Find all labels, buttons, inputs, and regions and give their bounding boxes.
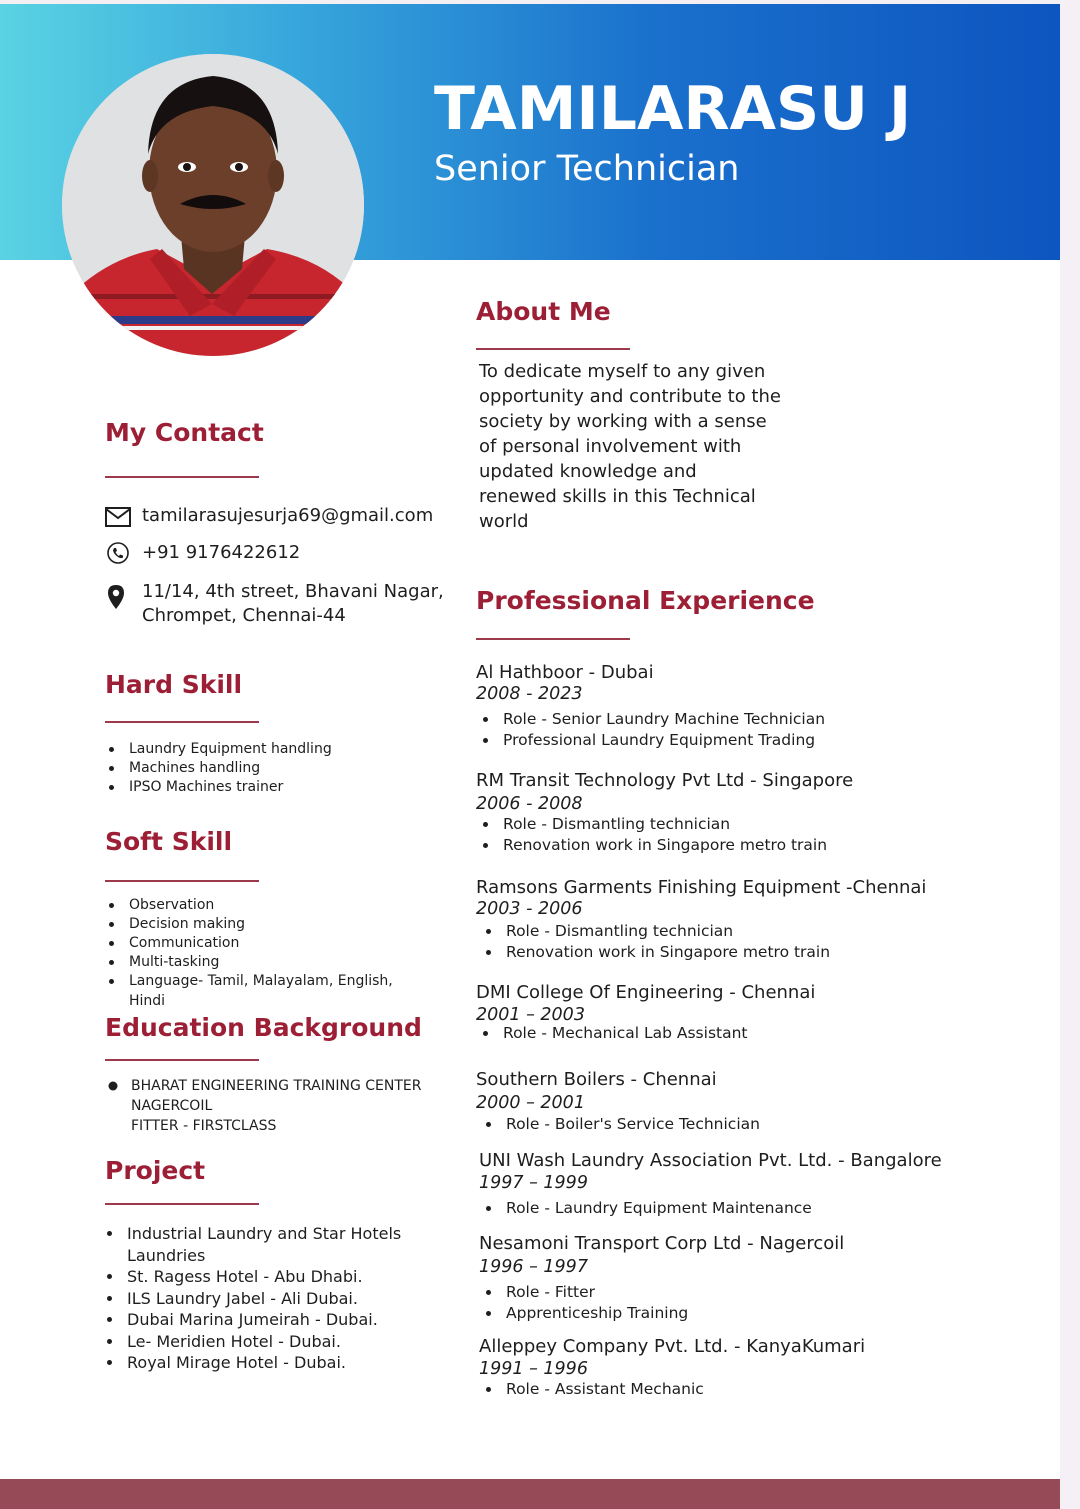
job-dates: 2001 – 2003	[476, 1005, 585, 1025]
contact-email[interactable]: tamilarasujesurja69@gmail.com	[142, 505, 434, 526]
mail-icon	[105, 507, 131, 527]
list-item: Apprenticeship Training	[482, 1303, 688, 1324]
list-item: Role - Assistant Mechanic	[482, 1379, 704, 1400]
about-heading: About Me	[476, 297, 611, 326]
list-item: Observation	[105, 896, 393, 915]
list-item: ILS Laundry Jabel - Ali Dubai.	[103, 1288, 401, 1310]
list-item: Le- Meridien Hotel - Dubai.	[103, 1331, 401, 1353]
list-item: Professional Laundry Equipment Trading	[479, 730, 825, 751]
job-points	[482, 1198, 812, 1219]
job-points	[482, 1114, 760, 1135]
job-company: Nesamoni Transport Corp Ltd - Nagercoil	[479, 1233, 845, 1254]
candidate-name: TAMILARASU J	[434, 74, 912, 144]
hard-skill-divider	[105, 721, 259, 723]
job-dates: 2008 - 2023	[476, 684, 583, 704]
list-item: Role - Fitter	[482, 1282, 688, 1303]
list-item: Multi-tasking	[105, 953, 393, 972]
soft-skill-divider	[105, 880, 259, 882]
list-item: Industrial Laundry and Star Hotels Laundries	[103, 1223, 401, 1266]
hard-skill-list	[105, 740, 332, 797]
job-dates: 1996 – 1997	[479, 1257, 588, 1277]
job-points	[479, 709, 825, 751]
page-margin	[1060, 0, 1080, 1509]
list-item: Language- Tamil, Malayalam, English,	[105, 972, 393, 991]
experience-heading: Professional Experience	[476, 586, 815, 615]
about-text: To dedicate myself to any given opportunity and contribute to the society by working with a sense of personal involvement with updated knowledge and renewed skills in this Technical world	[479, 361, 781, 532]
experience-divider	[476, 638, 630, 640]
job-company: Alleppey Company Pvt. Ltd. - KanyaKumari	[479, 1336, 866, 1357]
list-item: Role - Mechanical Lab Assistant	[479, 1023, 748, 1044]
job-dates: 1991 – 1996	[479, 1359, 588, 1379]
profile-photo	[62, 54, 364, 356]
location-pin-icon	[107, 584, 125, 610]
list-item: Renovation work in Singapore metro train	[479, 835, 827, 856]
list-item: Royal Mirage Hotel - Dubai.	[103, 1352, 401, 1374]
candidate-title: Senior Technician	[434, 149, 740, 189]
list-item: Machines handling	[105, 759, 332, 778]
footer-bar	[0, 1479, 1060, 1509]
job-company: Al Hathboor - Dubai	[476, 662, 654, 683]
contact-phone[interactable]: +91 9176422612	[142, 542, 301, 563]
avatar	[62, 54, 364, 356]
contact-heading: My Contact	[105, 418, 264, 447]
project-heading: Project	[105, 1156, 206, 1185]
job-points	[479, 1023, 748, 1044]
list-item: Role - Boiler's Service Technician	[482, 1114, 760, 1135]
education-heading: Education Background	[105, 1013, 422, 1042]
list-item: Communication	[105, 934, 393, 953]
contact-address: 11/14, 4th street, Bhavani Nagar, Chrompet, Chennai-44	[142, 581, 444, 626]
list-item: Laundry Equipment handling	[105, 740, 332, 759]
project-divider	[105, 1203, 259, 1205]
resume-page	[0, 4, 1060, 1509]
job-points	[482, 1379, 704, 1400]
list-item: Role - Laundry Equipment Maintenance	[482, 1198, 812, 1219]
education-divider	[105, 1059, 259, 1061]
list-item: IPSO Machines trainer	[105, 778, 332, 797]
list-item: Role - Dismantling technician	[482, 921, 830, 942]
soft-skill-list	[105, 896, 393, 991]
list-item: Dubai Marina Jumeirah - Dubai.	[103, 1309, 401, 1331]
hard-skill-heading: Hard Skill	[105, 670, 243, 699]
job-points	[482, 921, 830, 963]
list-item: Role - Dismantling technician	[479, 814, 827, 835]
job-dates: 2006 - 2008	[476, 794, 583, 814]
job-dates: 2000 – 2001	[476, 1093, 585, 1113]
list-item: Decision making	[105, 915, 393, 934]
phone-icon	[107, 542, 129, 564]
list-item: St. Ragess Hotel - Abu Dhabi.	[103, 1266, 401, 1288]
job-dates: 2003 - 2006	[476, 899, 583, 919]
job-company: DMI College Of Engineering - Chennai	[476, 982, 816, 1003]
list-item-continued: Hindi	[129, 993, 166, 1009]
soft-skill-heading: Soft Skill	[105, 827, 233, 856]
job-company: RM Transit Technology Pvt Ltd - Singapore	[476, 770, 854, 791]
job-company: UNI Wash Laundry Association Pvt. Ltd. - Bangalore	[479, 1150, 942, 1171]
job-points	[482, 1282, 688, 1324]
contact-divider	[105, 476, 259, 478]
job-company: Southern Boilers - Chennai	[476, 1069, 717, 1090]
job-dates: 1997 – 1999	[479, 1173, 588, 1193]
education-entry: BHARAT ENGINEERING TRAINING CENTER NAGERCOIL FITTER - FIRSTCLASS	[131, 1078, 422, 1134]
about-divider	[476, 348, 630, 350]
job-company: Ramsons Garments Finishing Equipment -Chennai	[476, 877, 927, 898]
bullet-icon	[108, 1081, 118, 1091]
project-list	[103, 1223, 401, 1374]
list-item: Role - Senior Laundry Machine Technician	[479, 709, 825, 730]
job-points	[479, 814, 827, 856]
list-item: Renovation work in Singapore metro train	[482, 942, 830, 963]
